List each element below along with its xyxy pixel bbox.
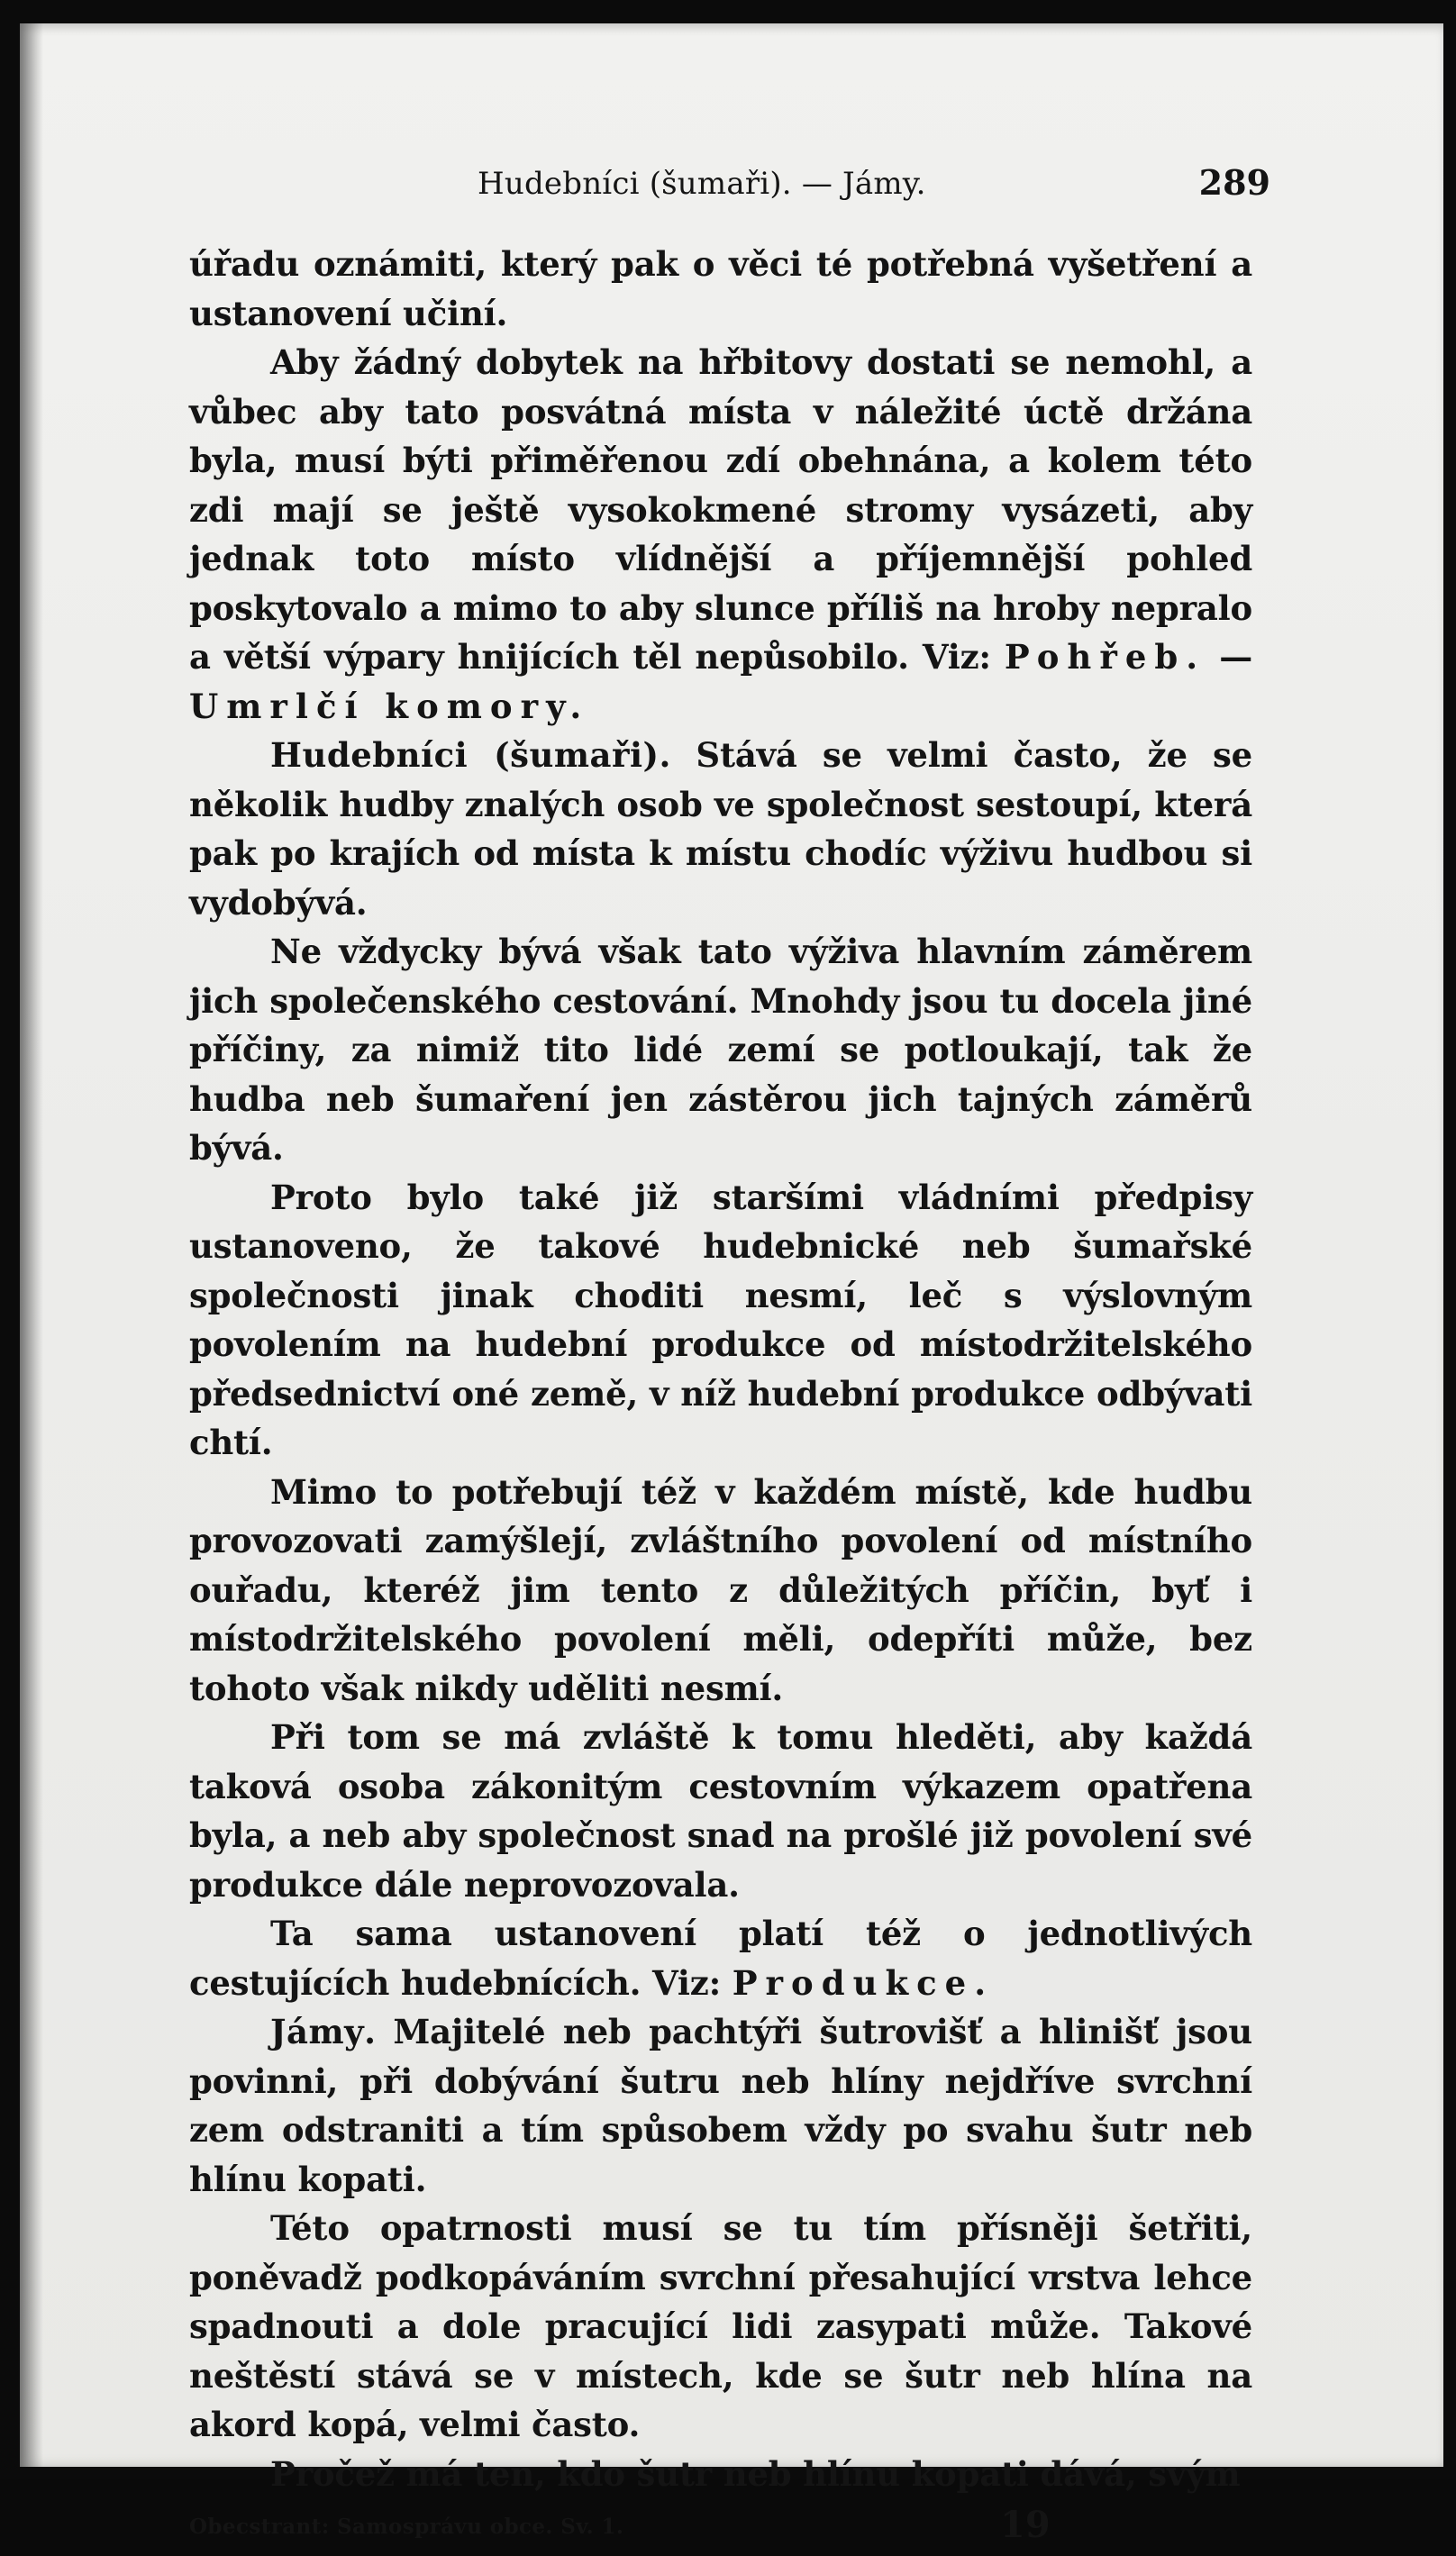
cross-reference: Umrlčí komory. (189, 686, 590, 726)
paragraph (189, 1909, 1252, 2007)
running-head (189, 159, 1270, 213)
text-run: Aby žádný dobytek na hřbitovy dostati se nemohl, a vůbec aby tato posvátná místa v náležité úctě držána byla, musí býti přiměřenou zdí obehnána, a kolem této zdi mají se ještě vysokokmené stromy vysázeti, aby jednak toto místo vlídnější a příjemnější pohled poskytovalo a mimo to aby slunce příliš na hroby nepralo a větší výpary hnijících těl nepůsobilo. Viz: (189, 342, 1252, 677)
text-run: . Majitelé neb pachtýři šutrovišť a hlinišť jsou povinni, při dobývání šutru neb hlíny nejdříve svrchní zem odstraniti a tím spůsobem vždy po svahu šutr neb hlínu kopati. (189, 2012, 1252, 2199)
text-run: Pročež má ten, kdo šutr neb hlínu kopati dává, svým (270, 2453, 1241, 2494)
entry-heading: Jámy (270, 2012, 365, 2051)
entry-heading: Hudebníci (šumaři) (270, 735, 660, 775)
paragraph (189, 2450, 1252, 2499)
text-run: . Stává se velmi často, že se několik hudby znalých osob ve společnost sestoupí, která pak po krajích od místa k místu chodíc výživu hudbou si vydobývá. (189, 735, 1252, 923)
paragraph (189, 731, 1252, 927)
page-gutter-shadow (20, 23, 43, 2467)
text-block (189, 159, 1270, 2556)
book-page (20, 23, 1443, 2546)
text-run: Ta sama ustanovení platí též o jednotlivých cestujících hudebnících. Viz: (189, 1914, 1252, 2003)
paragraph (189, 927, 1252, 1173)
body-text (189, 240, 1252, 2498)
text-run: úřadu oznámiti, který pak o věci té potřebná vyšetření a ustanovení učiní. (189, 244, 1252, 333)
text-run: Této opatrnosti musí se tu tím přísněji šetřiti, poněvadž podkopáváním svrchní přesahující vrstva lehce spadnouti a dole pracující lidi zasypati může. Takové neštěstí stává se v místech, kde se šutr neb hlína na akord kopá, velmi často. (189, 2208, 1252, 2444)
text-run: Při tom se má zvláště k tomu hleděti, aby každá taková osoba zákonitým cestovním výkazem opatřena byla, a neb aby společnost snad na prošlé již povolení své produkce dále neprovozovala. (189, 1717, 1252, 1905)
text-run: Ne vždycky bývá však tato výživa hlavním záměrem jich společenského cestování. Mnohdy jsou tu docela jiné příčiny, za nimiž tito lidé zemí se potloukají, tak že hudba neb šumaření jen zástěrou jich tajných záměrů bývá. (189, 932, 1252, 1168)
paragraph (189, 1173, 1252, 1468)
cross-reference: Pohřeb. (1004, 637, 1206, 677)
paragraph (189, 2204, 1252, 2450)
paragraph (189, 1468, 1252, 1714)
text-run: — (1206, 637, 1252, 677)
page-number: 289 (1198, 162, 1270, 203)
paragraph (189, 2007, 1252, 2204)
text-run: Proto bylo také již staršími vládními předpisy ustanoveno, že takové hudebnické neb šumařské společnosti jinak choditi nesmí, leč s výslovným povolením na hudební produkce od místodržitelského předsednictví oné země, v níž hudební produkce odbývati chtí. (189, 1177, 1252, 1462)
running-title: Hudebníci (šumaři). — Jámy. (478, 166, 926, 202)
cross-reference: Produkce. (732, 1962, 995, 2003)
page-footer (189, 2502, 1252, 2556)
paragraph (189, 1713, 1252, 1909)
paragraph (189, 338, 1252, 731)
paragraph (189, 240, 1252, 338)
text-run: Mimo to potřebují též v každém místě, kde hudbu provozovati zamýšlejí, zvláštního povolení od místního ouřadu, kteréž jim tento z důležitých příčin, byť i místodržitelského povolení měli, odepříti může, bez tohoto však nikdy uděliti nesmí. (189, 1471, 1252, 1708)
printer-signature: Obecstrant: Samosprávu obce. Sv. 1. (189, 2515, 624, 2539)
sheet-number: 19 (1000, 2504, 1051, 2546)
